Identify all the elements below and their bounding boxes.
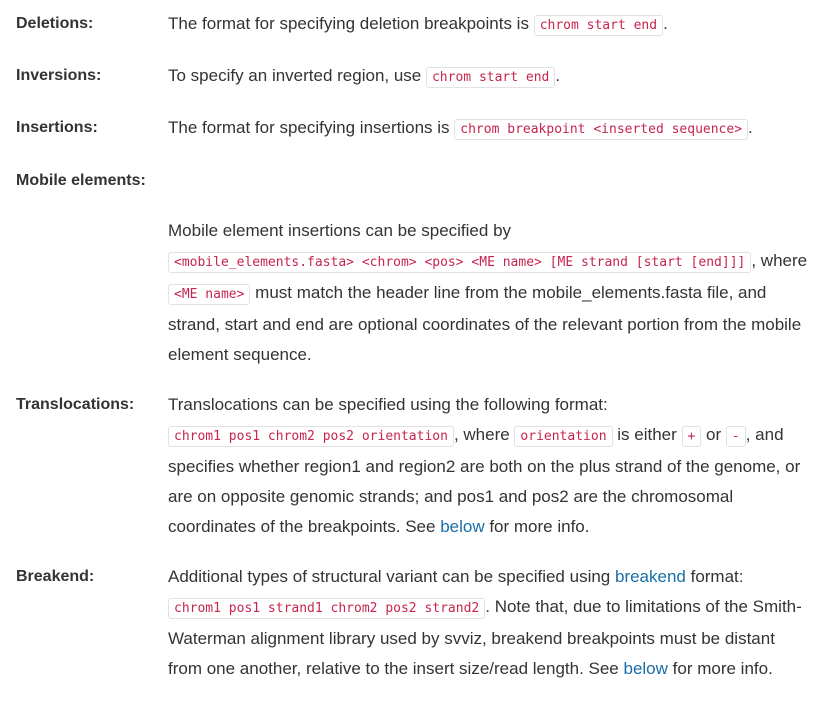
translocations-either: is either [612,425,682,444]
translocations-more-info: for more info. [484,517,590,536]
breakend-more-info: for more info. [667,659,773,678]
deletions-term: Deletions: [16,15,94,32]
translocations-explanation: , and specifies whether region1 and region2 are both on the plus strand of the genome, or are on opposite genomic strands; and pos1 and pos2 are the chromosomal coordinates of the breakpoints. See [168,425,801,536]
breakend-text: Additional types of structural variant can be specified using [168,567,615,586]
deletions-description [168,9,808,41]
breakend-format-code: chrom1 pos1 strand1 chrom2 pos2 strand2 [168,598,485,619]
mobile-elements-text: Mobile element insertions can be specified by [168,221,512,240]
breakend-format-link[interactable]: breakend [614,567,686,586]
breakend-term: Breakend: [16,568,95,585]
inversions-format-code: chrom start end [426,67,555,88]
translocations-below-link[interactable]: below [440,517,485,536]
breakend-below-link[interactable]: below [623,659,668,678]
orientation-code: orientation [514,426,612,447]
minus-code: - [726,426,746,447]
inversions-text: To specify an inverted region, use [168,66,426,85]
breakend-note: . Note that, due to limitations of the Smith-Waterman alignment library used by svviz, breakend breakpoints must be distant from one another, relative to the insert size/read length. See [168,597,802,678]
me-name-code: <ME name> [168,284,250,305]
breakend-format-label: format: [685,567,744,586]
deletions-text: The format for specifying deletion breakpoints is [168,14,534,33]
insertions-term: Insertions: [16,119,98,136]
translocations-term: Translocations: [16,396,135,413]
translocations-or: or [701,425,726,444]
translocations-format-code: chrom1 pos1 chrom2 pos2 orientation [168,426,454,447]
translocations-description [168,390,808,542]
insertions-period: . [748,118,753,137]
insertions-text: The format for specifying insertions is [168,118,455,137]
translocations-where: , where [453,425,515,444]
inversions-period: . [555,66,561,85]
breakend-description [168,562,808,684]
plus-code: + [682,426,702,447]
mobile-elements-term: Mobile elements: [16,172,146,189]
mobile-elements-format-code: <mobile_elements.fasta> <chrom> <pos> <ME name> [ME strand [start [end]]] [168,252,751,273]
mobile-elements-description [168,216,808,370]
deletions-period: . [663,14,668,33]
translocations-text: Translocations can be specified using the following format: [168,395,608,414]
insertions-description [168,113,808,145]
mobile-elements-where: , where [751,251,808,270]
deletions-format-code: chrom start end [534,15,663,36]
inversions-term: Inversions: [16,67,102,84]
insertions-format-code: chrom breakpoint <inserted sequence> [454,119,748,140]
mobile-elements-explanation: must match the header line from the mobile_elements.fasta file, and strand, start and end are optional coordinates of the relevant portion from the mobile element sequence. [168,283,802,364]
inversions-description [168,61,808,93]
